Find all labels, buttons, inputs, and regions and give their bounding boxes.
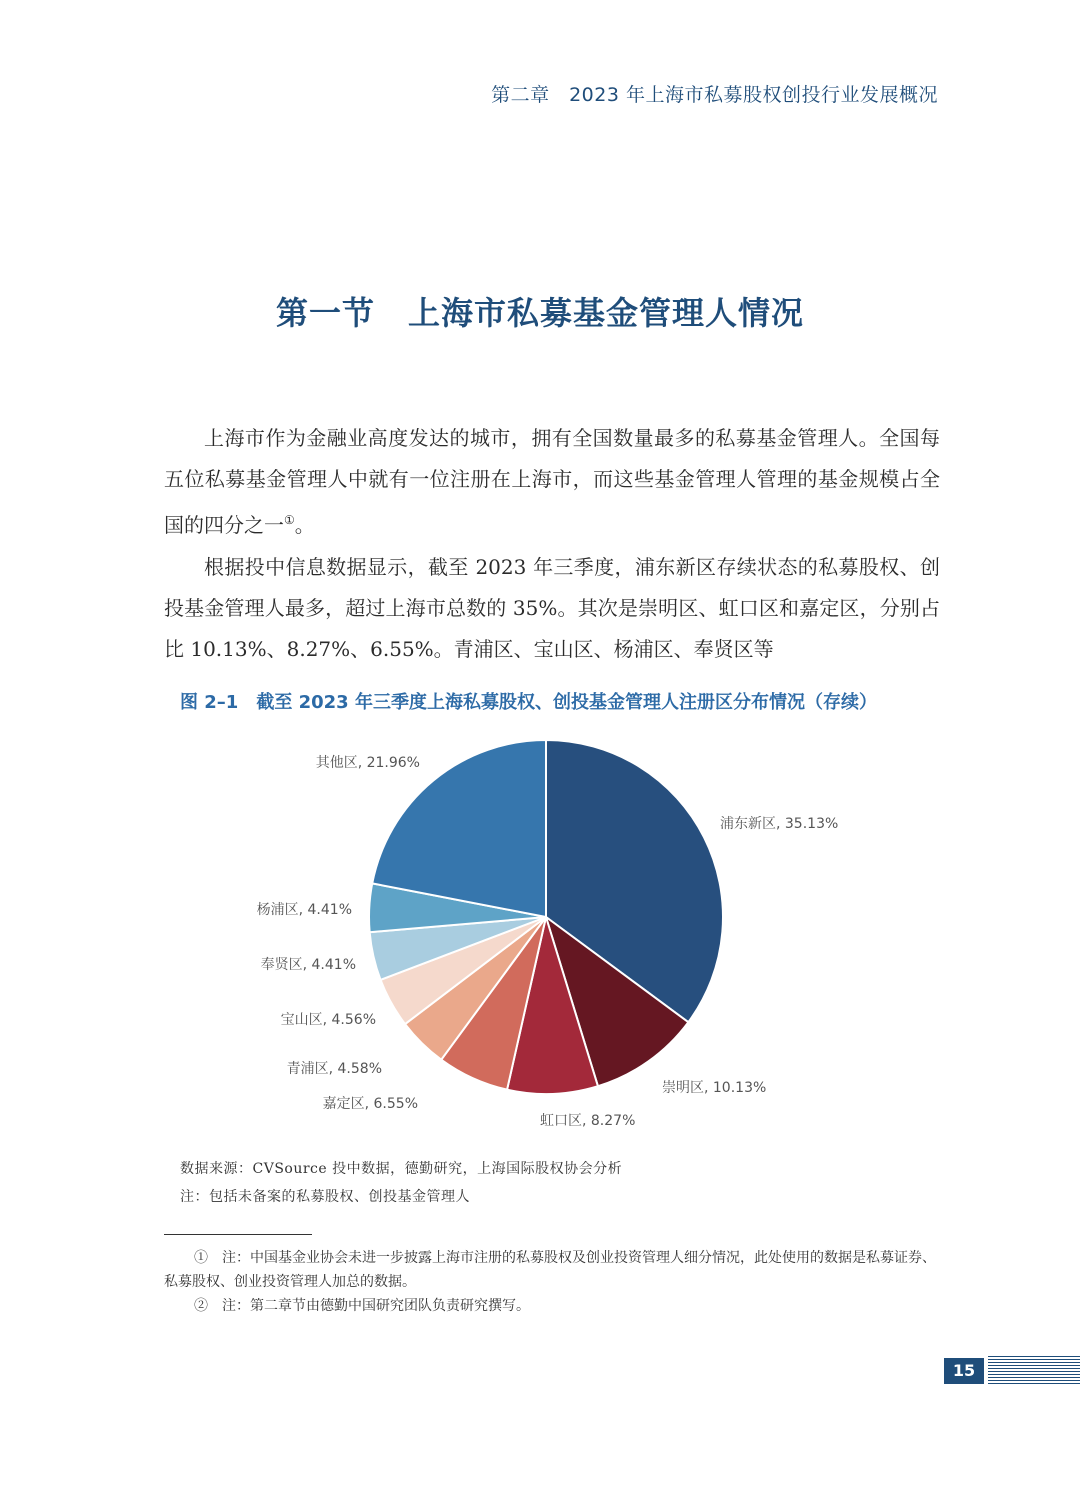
page-number-decoration (988, 1356, 1080, 1386)
footnote-ref-1: ① (284, 513, 295, 527)
pie-slice-label: 青浦区, 4.58% (286, 1061, 382, 1077)
paragraph-1-text: 上海市作为金融业高度发达的城市，拥有全国数量最多的私募基金管理人。全国每五位私募基金管理人中就有一位注册在上海市，而这些基金管理人管理的基金规模占全国的四分之一 (164, 426, 940, 537)
section-title: 第一节 上海市私募基金管理人情况 (275, 294, 804, 332)
body-text (164, 418, 940, 671)
paragraph-2: 根据投中信息数据显示，截至 2023 年三季度，浦东新区存续状态的私募股权、创投基金管理人最多，超过上海市总数的 35%。其次是崇明区、虹口区和嘉定区，分别占比 10.13%、8.27%、6.55%。青浦区、宝山区、杨浦区、奉贤区等 (164, 555, 940, 661)
pie-slice-label: 浦东新区, 35.13% (720, 816, 839, 832)
pie-slice-label: 奉贤区, 4.41% (260, 957, 356, 973)
pie-slice-label: 嘉定区, 6.55% (322, 1096, 418, 1112)
pie-slice-label: 虹口区, 8.27% (540, 1113, 636, 1129)
data-source-note: 数据来源：CVSource 投中数据，德勤研究，上海国际股权协会分析 (180, 1161, 623, 1177)
pie-slice-label: 宝山区, 4.56% (280, 1012, 376, 1028)
footnote-2: ② 注：第二章节由德勤中国研究团队负责研究撰写。 (194, 1298, 530, 1314)
pie-slice-label: 崇明区, 10.13% (662, 1080, 767, 1096)
pie-chart (200, 730, 920, 1140)
pie-slice-label: 杨浦区, 4.41% (256, 902, 352, 918)
footnote-divider (164, 1234, 312, 1235)
footnotes (164, 1246, 940, 1318)
paragraph-1 (164, 418, 940, 546)
figure-title: 图 2–1 截至 2023 年三季度上海私募股权、创投基金管理人注册区分布情况（存续） (180, 692, 877, 713)
running-header: 第二章 2023 年上海市私募股权创投行业发展概况 (491, 84, 938, 106)
pie-slice-label: 其他区, 21.96% (315, 755, 420, 771)
page-number: 15 (944, 1358, 984, 1384)
footnote-1: ① 注：中国基金业协会未进一步披露上海市注册的私募股权及创业投资管理人细分情况，此处使用的数据是私募证券、私募股权、创业投资管理人加总的数据。 (164, 1250, 936, 1290)
figure-note: 注：包括未备案的私募股权、创投基金管理人 (180, 1189, 470, 1205)
paragraph-1-end: 。 (294, 513, 315, 537)
